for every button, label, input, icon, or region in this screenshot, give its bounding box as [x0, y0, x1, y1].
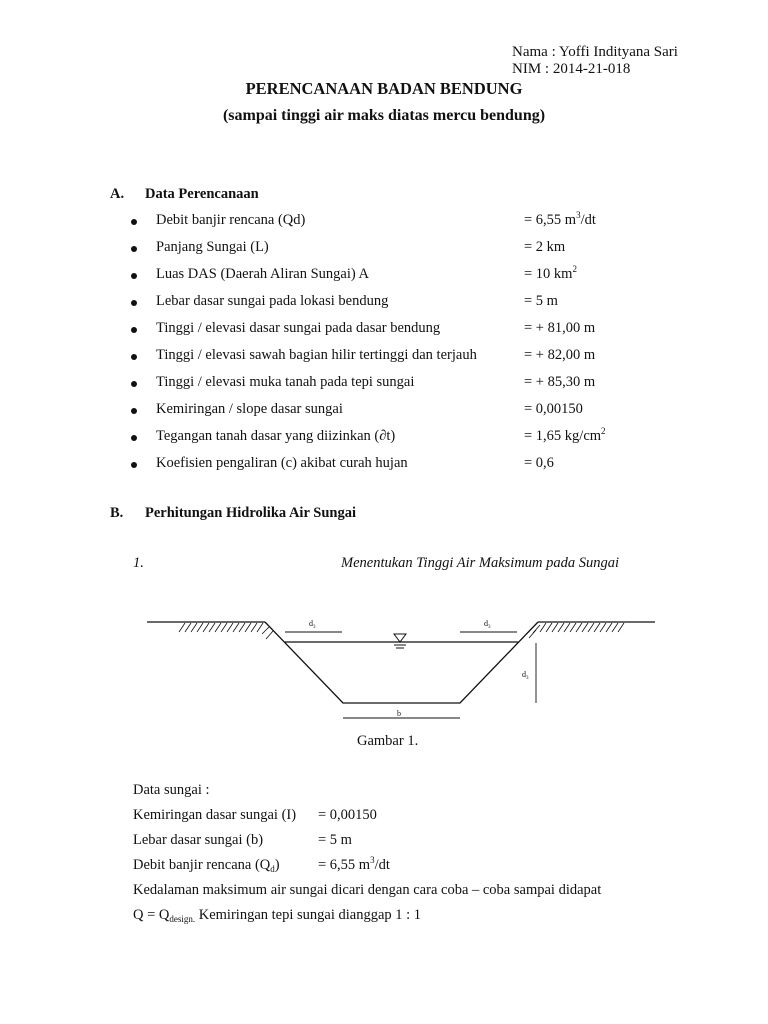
discharge-label: Debit banjir rencana $(Q_d)$: [133, 857, 280, 874]
subsection-number: 1.: [133, 555, 144, 571]
bullet-icon: [131, 408, 137, 414]
water-level-icon: [394, 634, 406, 648]
discharge-value: = 6,55 $m^3/dt$: [318, 855, 390, 873]
item-label: Kemiringan / slope dasar sungai: [156, 401, 343, 417]
item-value: = 10 $km^2$: [524, 264, 577, 282]
item-value: = + 85,30 m: [524, 374, 596, 390]
soil-hatch-left: [179, 623, 273, 639]
bullet-icon: [131, 327, 137, 333]
list-item: [0, 212, 768, 232]
item-value: = 6,55 $m^3/dt$: [524, 210, 596, 228]
section-a-letter: A.: [110, 186, 125, 202]
river-cross-section-diagram: [0, 595, 768, 755]
subsection-heading: Menentukan Tinggi Air Maksimum pada Sungai: [341, 555, 620, 571]
slope-value: = 0,00150: [318, 807, 377, 823]
label-b: b: [397, 709, 401, 718]
item-label: Tinggi / elevasi muka tanah pada tepi sungai: [156, 374, 415, 390]
item-label: Lebar dasar sungai pada lokasi bendung: [156, 293, 389, 309]
item-value: = 5 m: [524, 293, 558, 309]
item-value: = 2 km: [524, 239, 566, 255]
student-name: Nama : Yoffi Indityana Sari: [512, 44, 678, 60]
section-b-heading: Perhitungan Hidrolika Air Sungai: [145, 505, 356, 521]
item-label: Tinggi / elevasi dasar sungai pada dasar bendung: [156, 320, 441, 336]
section-b-letter: B.: [110, 505, 124, 521]
list-item: [0, 347, 768, 367]
paragraph-assumption: $Q = Q_{design.}$ Kemiringan tepi sungai dianggap 1 : 1: [133, 907, 422, 924]
figure-caption: Gambar 1.: [357, 733, 419, 749]
item-label: Tegangan tanah dasar yang diizinkan (∂t): [156, 428, 396, 444]
list-item: [0, 401, 768, 421]
soil-hatch-right: [529, 623, 624, 638]
item-label: Panjang Sungai (L): [156, 239, 269, 255]
bullet-icon: [131, 435, 137, 441]
list-item: [0, 266, 768, 286]
section-a-heading: Data Perencanaan: [145, 186, 259, 202]
width-value: = 5 m: [318, 832, 352, 848]
list-item: [0, 293, 768, 313]
list-item: [0, 428, 768, 448]
item-label: Debit banjir rencana (Qd): [156, 212, 306, 228]
item-value: = 1,65 $kg/cm^2$: [524, 426, 606, 444]
item-label: Koefisien pengaliran (c) akibat curah hujan: [156, 455, 408, 471]
student-nim: NIM : 2014-21-018: [512, 61, 631, 77]
slope-label: Kemiringan dasar sungai (I): [133, 807, 297, 823]
bullet-icon: [131, 219, 137, 225]
bullet-icon: [131, 462, 137, 468]
bullet-icon: [131, 246, 137, 252]
bullet-icon: [131, 300, 137, 306]
paragraph-depth: Kedalaman maksimum air sungai dicari dengan cara coba – coba sampai didapat: [133, 882, 602, 898]
item-label: Tinggi / elevasi sawah bagian hilir tertinggi dan terjauh: [156, 347, 477, 363]
label-d-left: $d_3$: [309, 619, 316, 630]
item-label: Luas DAS (Daerah Aliran Sungai) A: [156, 266, 370, 282]
page-subtitle: (sampai tinggi air maks diatas mercu bendung): [222, 107, 546, 124]
data-sungai-heading: Data sungai :: [133, 782, 210, 798]
item-value: = + 81,00 m: [524, 320, 596, 336]
list-item: [0, 455, 768, 475]
list-item: [0, 320, 768, 340]
item-value: = 0,6: [524, 455, 554, 471]
list-item: [0, 374, 768, 394]
bullet-icon: [131, 273, 137, 279]
item-value: = + 82,00 m: [524, 347, 596, 363]
bullet-icon: [131, 381, 137, 387]
label-d-right: $d_3$: [484, 619, 491, 630]
label-d-vertical: $d_3$: [522, 670, 529, 681]
page-title: PERENCANAAN BADAN BENDUNG: [245, 79, 523, 98]
list-item: [0, 239, 768, 259]
width-label: Lebar dasar sungai (b): [133, 832, 264, 848]
item-value: = 0,00150: [524, 401, 583, 417]
bullet-icon: [131, 354, 137, 360]
